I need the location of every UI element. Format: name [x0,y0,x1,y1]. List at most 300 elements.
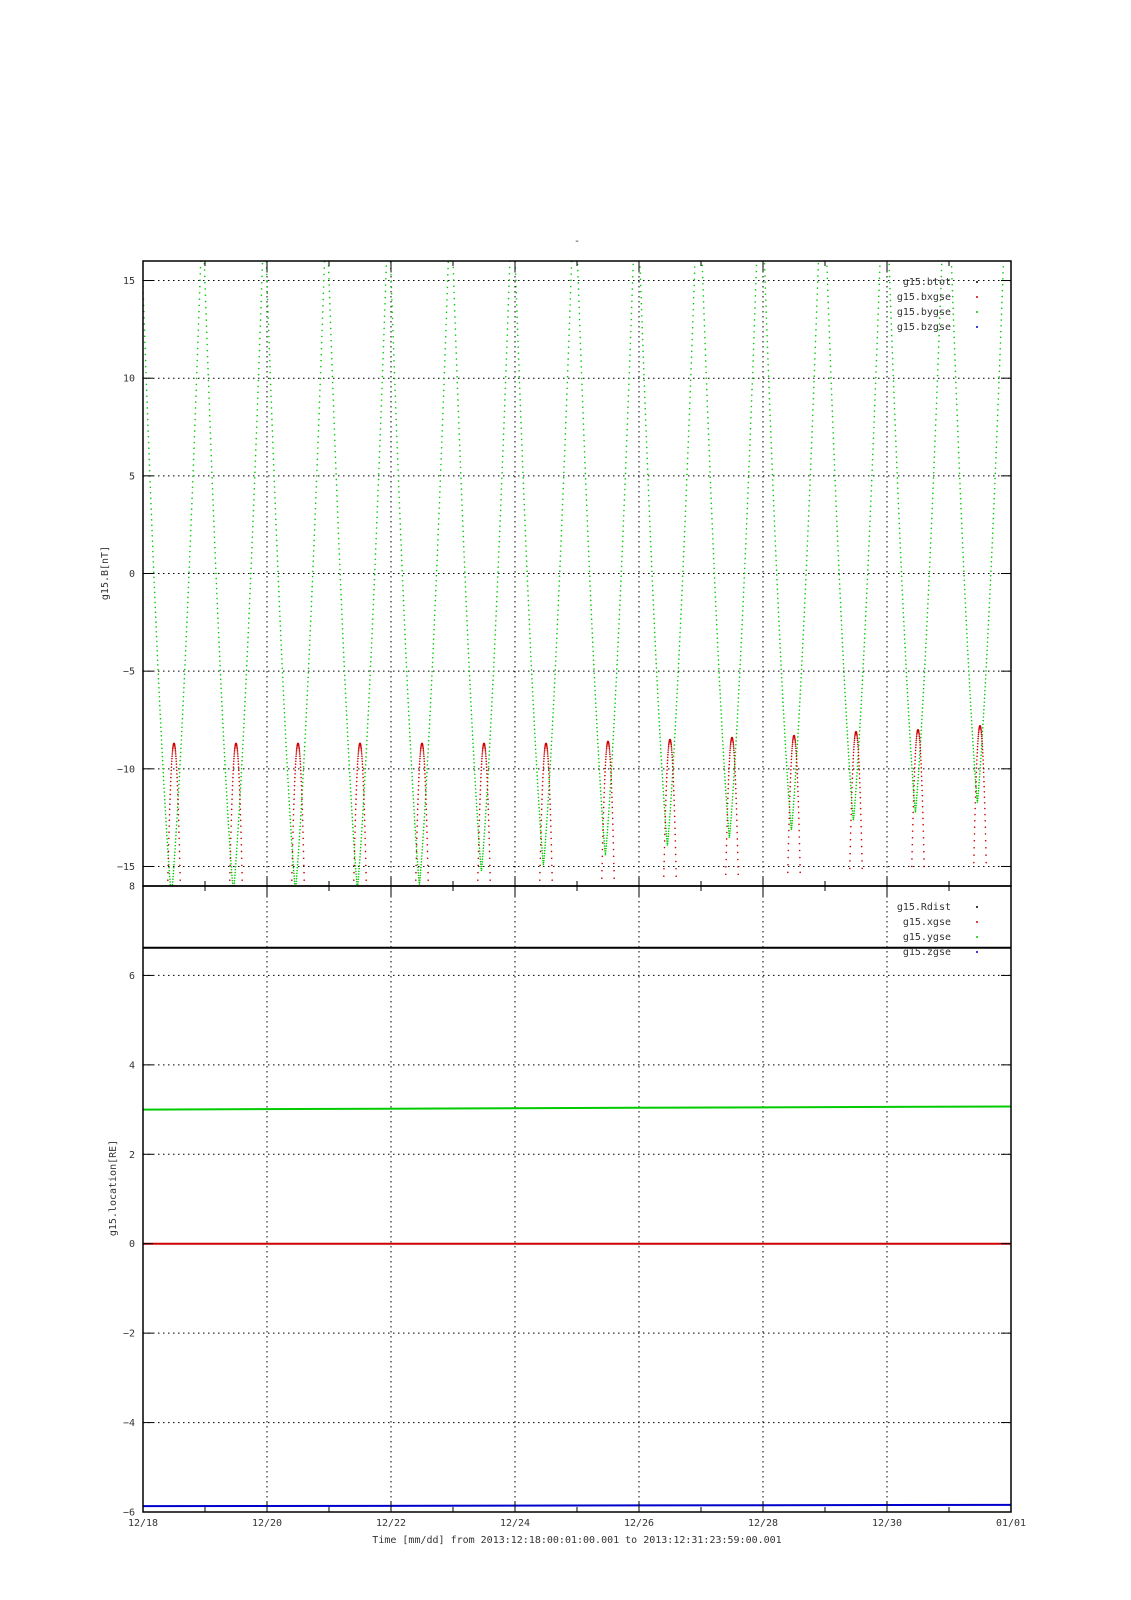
bygse-point [254,488,256,490]
bygse-point [505,388,507,390]
bxgse-point [915,744,917,746]
bygse-point [897,477,899,479]
bygse-point [590,609,592,611]
bygse-point [483,847,485,849]
bygse-point [177,810,179,812]
bygse-point [842,655,844,657]
bygse-point [709,471,711,473]
bygse-point [811,442,813,444]
bxgse-point [859,792,861,794]
bxgse-point [796,769,798,771]
bygse-point [743,582,745,584]
bygse-point [364,787,366,789]
bygse-point [595,694,597,696]
bygse-point [527,585,529,587]
bygse-point [830,360,832,362]
bygse-point [657,684,659,686]
bygse-point [260,313,262,315]
bygse-point [464,576,466,578]
bygse-point [286,762,288,764]
bygse-point [836,510,838,512]
bygse-point [392,330,394,332]
bygse-point [156,641,158,643]
bygse-point [580,349,582,351]
bygse-point [613,731,615,733]
bxgse-point [665,810,667,812]
bygse-point [405,662,407,664]
bygse-point [283,690,285,692]
bygse-point [624,478,626,480]
bxgse-point [858,758,860,760]
bygse-point [546,826,548,828]
bxgse-point [601,877,603,879]
bygse-point [723,766,725,768]
bxgse-point [666,766,668,768]
bygse-point [157,659,159,661]
bygse-point [271,401,273,403]
bxgse-point [919,747,921,749]
bygse-point [390,280,392,282]
bygse-point [992,537,994,539]
bygse-point [368,706,370,708]
bygse-point [683,546,685,548]
bygse-point [827,284,829,286]
bygse-point [463,556,465,558]
bygse-point [159,705,161,707]
bygse-point [234,875,236,877]
bygse-point [237,838,239,840]
bygse-point [184,664,186,666]
bygse-point [803,630,805,632]
bygse-point [817,275,819,277]
bygse-point [436,570,438,572]
bygse-point [868,550,870,552]
bygse-point [197,348,199,350]
bygse-point [477,819,479,821]
bygse-point [458,422,460,424]
bygse-point [632,264,634,266]
bygse-point [564,439,566,441]
bxgse-point [178,814,180,816]
bygse-point [306,708,308,710]
bygse-point [737,713,739,715]
bygse-point [346,710,348,712]
bygse-point [193,459,195,461]
bygse-point [847,745,849,747]
bygse-point [393,360,395,362]
bygse-point [588,546,590,548]
bygse-point [963,575,965,577]
bygse-point [855,785,857,787]
bxgse-point [860,826,862,828]
bygse-point [500,494,502,496]
bygse-point [259,332,261,334]
bygse-point [472,746,474,748]
bxgse-point [667,751,669,753]
bygse-point [255,449,257,451]
bygse-point [296,873,298,875]
bygse-point [828,313,830,315]
bygse-point [729,828,731,830]
bygse-point [845,700,847,702]
bygse-point [420,872,422,874]
bygse-point [397,453,399,455]
bygse-point [551,741,553,743]
bygse-point [998,398,1000,400]
bygse-point [915,802,917,804]
bygse-point [352,824,354,826]
bxgse-point [675,868,677,870]
bxgse-point [985,854,987,856]
bygse-point [897,498,899,500]
bxgse-point [549,785,551,787]
bygse-point [303,770,305,772]
bygse-point [307,686,309,688]
bygse-point [273,470,275,472]
bygse-point [308,658,310,660]
bygse-point [586,515,588,517]
bygse-point [595,698,597,700]
bygse-point [993,498,995,500]
bygse-point [618,618,620,620]
bygse-point [169,881,171,883]
bygse-point [952,308,954,310]
bygse-point [840,611,842,613]
bygse-point [296,878,298,880]
bygse-point [244,705,246,707]
bxgse-point [977,740,979,742]
bxgse-point [488,838,490,840]
bygse-point [936,397,938,399]
bygse-point [833,438,835,440]
bygse-point [754,307,756,309]
legend-marker-bygse [976,311,978,313]
bygse-point [742,615,744,617]
bygse-point [753,349,755,351]
bygse-point [620,590,622,592]
bygse-point [674,744,676,746]
bygse-point [868,545,870,547]
bygse-point [221,692,223,694]
bygse-point [923,680,925,682]
bxgse-point [725,873,727,875]
bygse-point [182,714,184,716]
bxgse-point [169,814,171,816]
bygse-point [316,486,318,488]
bygse-point [693,291,695,293]
bygse-point [922,703,924,705]
bygse-point [785,754,787,756]
bygse-point [274,481,276,483]
bygse-point [340,589,342,591]
bygse-point [155,626,157,628]
bygse-point [534,737,536,739]
bxgse-point [860,802,862,804]
bxgse-point [489,858,491,860]
bygse-point [417,864,419,866]
bygse-point [923,692,925,694]
bygse-point [144,335,146,337]
bxgse-point [241,858,243,860]
bygse-point [283,708,285,710]
bygse-point [250,578,252,580]
bxgse-point [798,806,800,808]
bygse-point [312,581,314,583]
bxgse-point [485,755,487,757]
bygse-point [915,805,917,807]
bygse-point [588,551,590,553]
bygse-point [861,684,863,686]
bxgse-point [363,789,365,791]
bygse-point [281,663,283,665]
bxgse-point [175,755,177,757]
bygse-point [565,422,567,424]
bygse-point [937,369,939,371]
bygse-point [708,428,710,430]
bygse-point [912,783,914,785]
bxgse-point [980,730,982,732]
bxgse-point [479,814,481,816]
bygse-point [314,524,316,526]
bygse-point [605,852,607,854]
bygse-point [765,311,767,313]
bygse-point [928,580,930,582]
bxgse-point [543,755,545,757]
bxgse-point [852,777,854,779]
bxgse-point [481,758,483,760]
bygse-point [304,742,306,744]
bygse-point [592,650,594,652]
bygse-point [382,352,384,354]
bxgse-point [852,765,854,767]
bygse-point [391,305,393,307]
bygse-point [420,869,422,871]
bygse-point [750,428,752,430]
bxgse-point [230,851,232,853]
bxgse-point [292,825,294,827]
bxgse-point [303,858,305,860]
bygse-point [920,730,922,732]
bygse-point [974,764,976,766]
bygse-point [379,434,381,436]
bygse-point [290,832,292,834]
bygse-point [711,508,713,510]
bygse-point [163,784,165,786]
bygse-point [570,298,572,300]
bygse-point [540,836,542,838]
bygse-point [928,585,930,587]
bygse-point [839,597,841,599]
bygse-point [382,370,384,372]
bygse-point [682,580,684,582]
bygse-point [321,342,323,344]
bygse-point [271,407,273,409]
bygse-point [366,740,368,742]
bxgse-point [540,844,542,846]
bxgse-point [921,780,923,782]
bygse-point [842,646,844,648]
bygse-point [488,762,490,764]
bygse-point [953,313,955,315]
bygse-point [262,263,264,265]
bygse-point [369,688,371,690]
bxgse-point [853,755,855,757]
bygse-point [478,842,480,844]
bygse-point [436,555,438,557]
bygse-point [967,645,969,647]
bygse-point [199,298,201,300]
bxgse-point [543,758,545,760]
bygse-point [812,409,814,411]
bygse-point [538,797,540,799]
bygse-point [654,636,656,638]
bygse-point [207,350,209,352]
bygse-point [989,598,991,600]
bygse-point [183,691,185,693]
bygse-point [814,364,816,366]
bxgse-point [300,770,302,772]
bxgse-point [425,794,427,796]
bygse-point [936,386,938,388]
bygse-point [894,413,896,415]
bygse-point [877,319,879,321]
bygse-point [627,412,629,414]
bygse-point [581,378,583,380]
bygse-point [778,621,780,623]
bygse-point [445,342,447,344]
bxgse-point [177,798,179,800]
bygse-point [267,305,269,307]
bygse-point [691,351,693,353]
bygse-point [911,758,913,760]
bygse-point [745,543,747,545]
bxgse-point [547,755,549,757]
bxgse-point [230,858,232,860]
bxgse-point [542,777,544,779]
bxgse-point [728,783,730,785]
bxgse-point [168,851,170,853]
bygse-point [371,633,373,635]
bygse-point [556,647,558,649]
bygse-point [624,489,626,491]
bxgse-point [355,803,357,805]
bygse-point [438,523,440,525]
bygse-point [779,647,781,649]
bygse-point [815,329,817,331]
bygse-point [460,461,462,463]
bygse-point [631,313,633,315]
bygse-point [735,744,737,746]
bxgse-point [540,838,542,840]
bygse-point [290,829,292,831]
bygse-point [150,492,152,494]
bxgse-point [539,872,541,874]
bygse-point [258,380,260,382]
bygse-point [690,368,692,370]
bxgse-point [664,847,666,849]
bygse-point [447,280,449,282]
bygse-point [150,508,152,510]
bxgse-point [729,757,731,759]
bygse-point [453,279,455,281]
bxgse-point [291,879,293,881]
bygse-point [646,436,648,438]
bygse-point [798,729,800,731]
bxgse-point [544,751,546,753]
bygse-point [339,574,341,576]
bygse-point [430,689,432,691]
bygse-point [956,409,958,411]
bygse-point [483,835,485,837]
bygse-point [178,784,180,786]
bxgse-point [737,873,739,875]
bygse-point [424,816,426,818]
bygse-point [501,477,503,479]
bygse-point [491,705,493,707]
bygse-point [684,531,686,533]
bygse-point [300,815,302,817]
bygse-point [181,739,183,741]
bygse-point [184,659,186,661]
bygse-point [677,671,679,673]
bygse-point [624,499,626,501]
bygse-point [876,348,878,350]
bygse-point [194,419,196,421]
bygse-point [200,267,202,269]
bygse-point [731,814,733,816]
bygse-point [621,566,623,568]
bygse-point [800,681,802,683]
bygse-point [993,503,995,505]
bxgse-point [735,793,737,795]
bygse-point [912,780,914,782]
legend-marker-bxgse [976,296,978,298]
bygse-point [316,475,318,477]
bygse-point [455,328,457,330]
bygse-point [433,634,435,636]
bygse-point [730,817,732,819]
bygse-point [630,319,632,321]
bxgse-point [416,844,418,846]
bygse-point [457,382,459,384]
bygse-point [817,269,819,271]
bygse-point [675,717,677,719]
bygse-point [374,574,376,576]
bygse-point [966,628,968,630]
bygse-point [866,602,868,604]
bxgse-point [486,770,488,772]
bygse-point [458,411,460,413]
bygse-point [355,873,357,875]
bygse-point [816,311,818,313]
bxgse-point [548,763,550,765]
bxgse-point [542,773,544,775]
bygse-point [778,616,780,618]
bygse-point [709,455,711,457]
bygse-point [663,791,665,793]
bygse-point [210,449,212,451]
bygse-point [865,606,867,608]
bygse-point [397,458,399,460]
bygse-point [315,497,317,499]
bygse-point [553,700,555,702]
bygse-point [676,693,678,695]
bygse-point [434,610,436,612]
bxgse-point [363,785,365,787]
bygse-point [838,569,840,571]
bxgse-point [975,776,977,778]
bygse-point [831,388,833,390]
